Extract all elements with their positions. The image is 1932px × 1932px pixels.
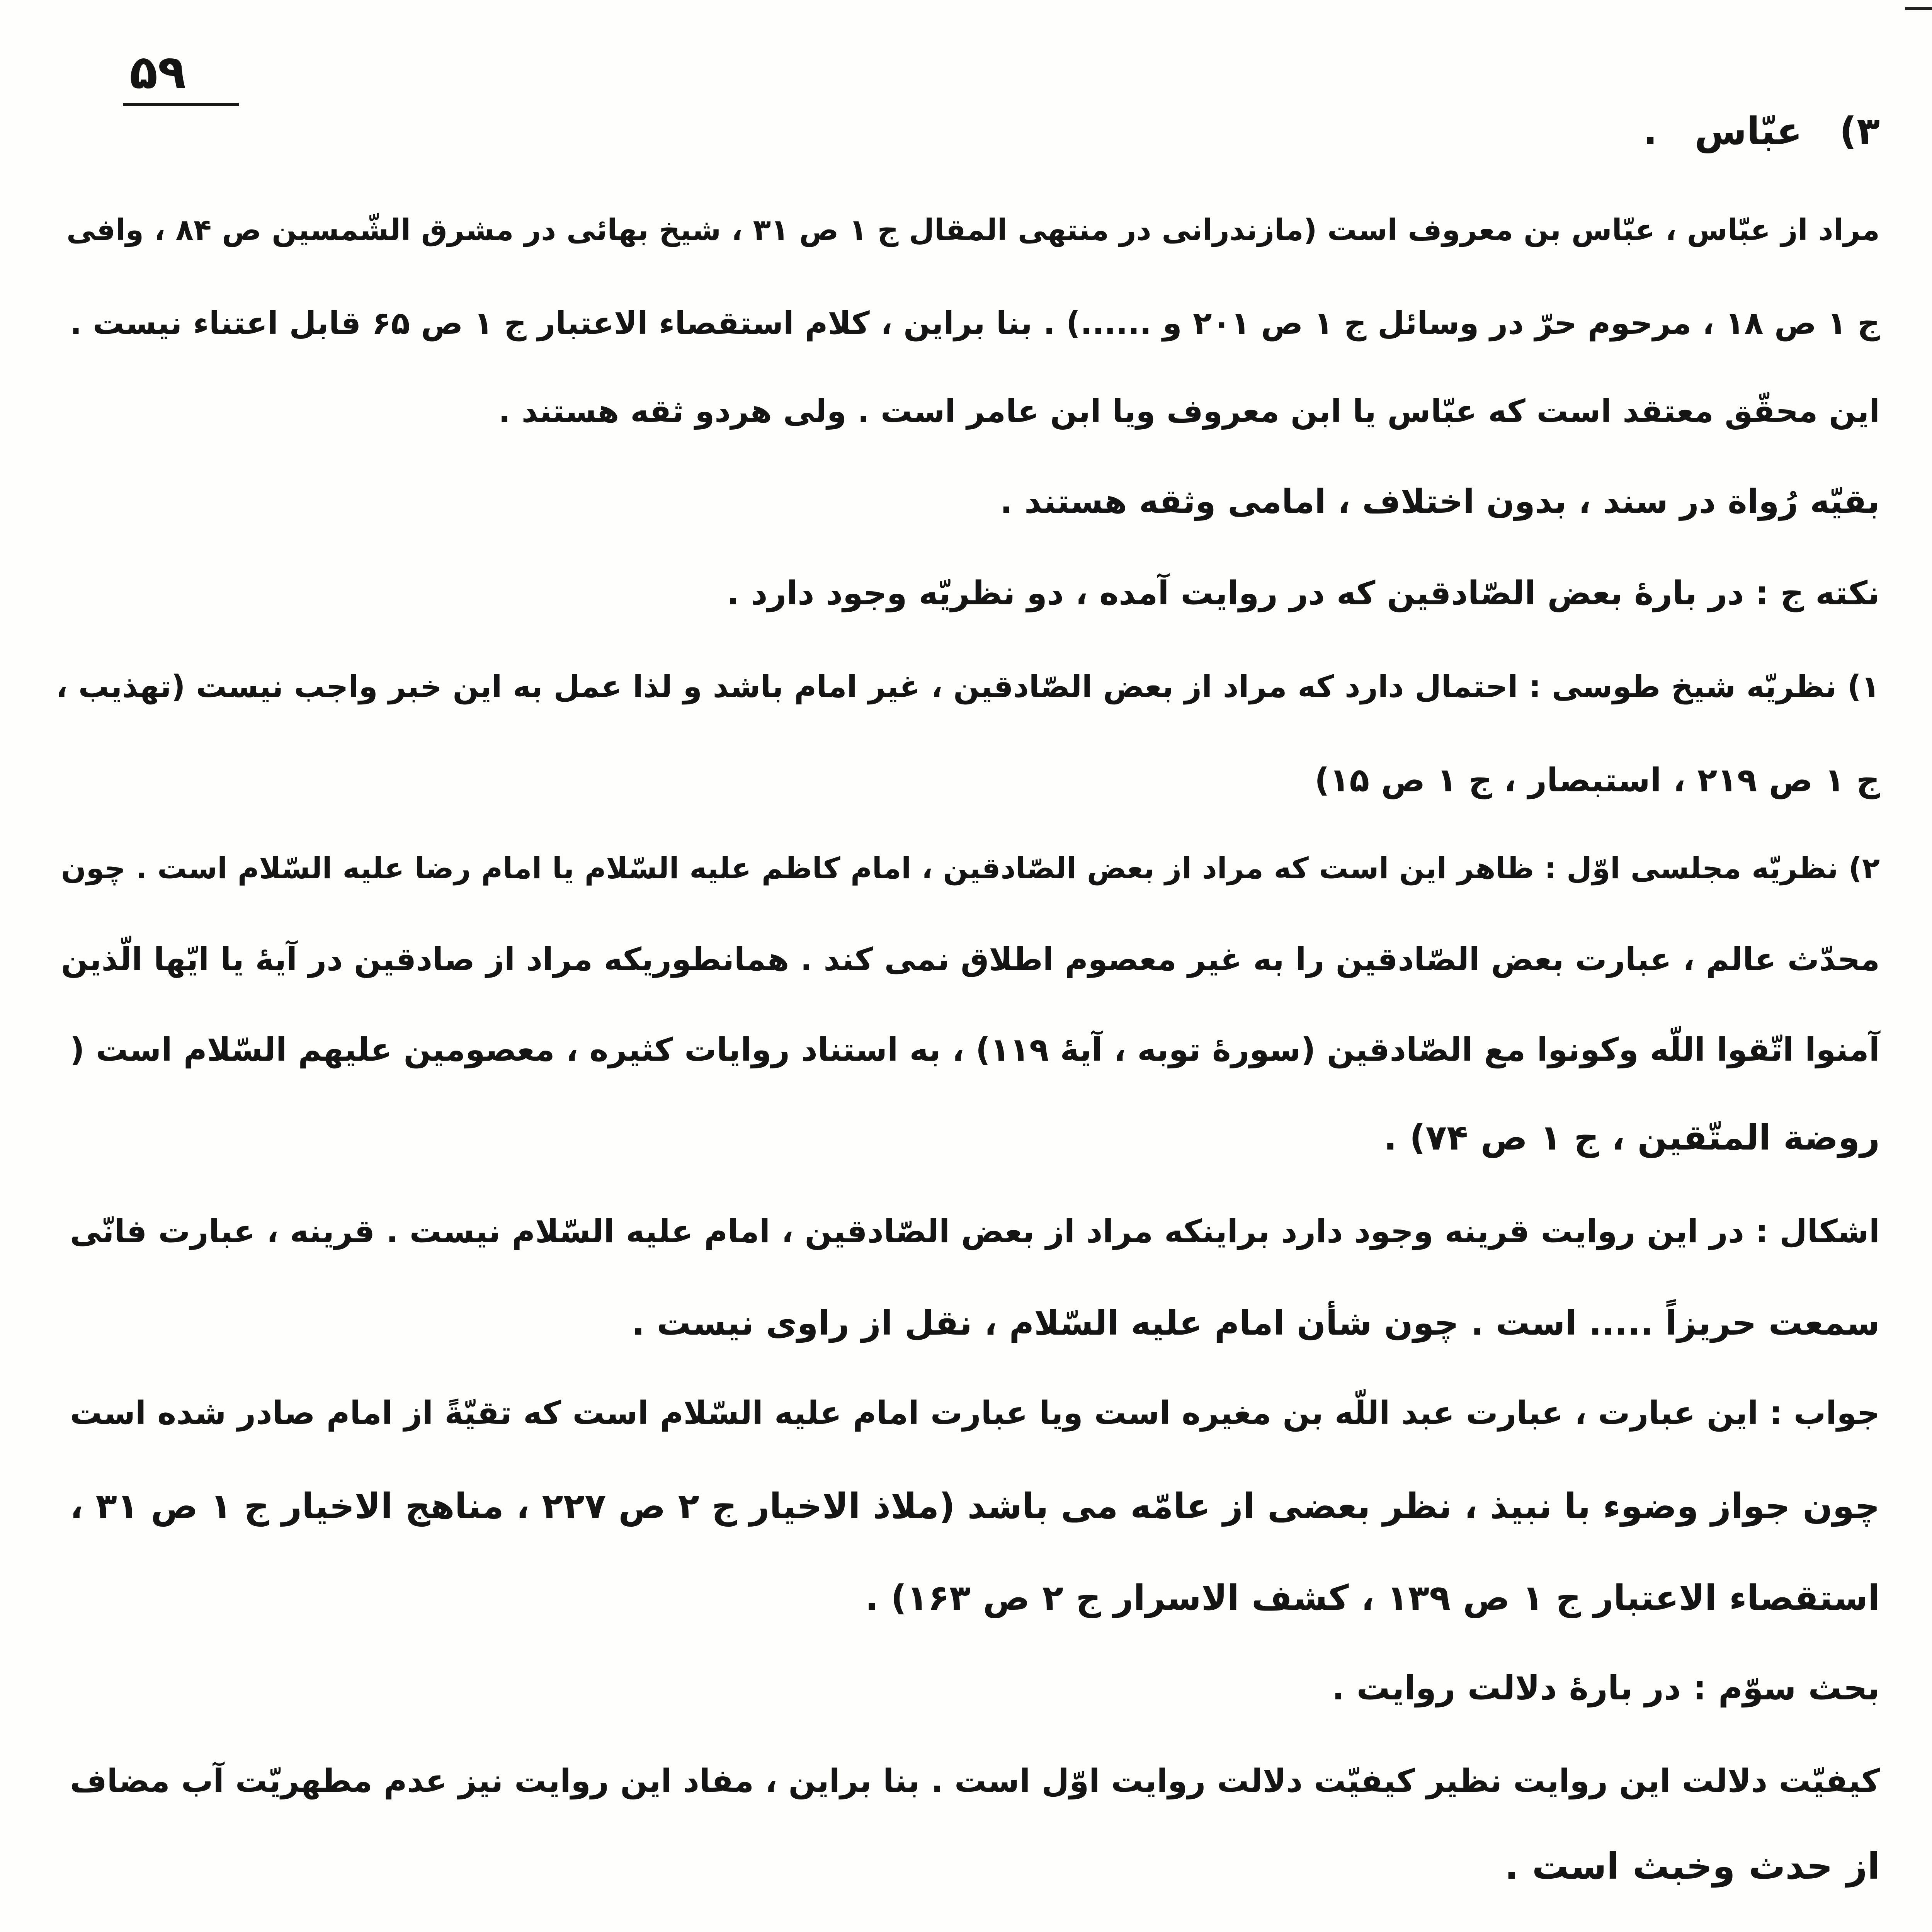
- text-line: چون جواز وضوء با نبیذ ، نظر بعضی از عامّه می باشد (ملاذ الاخیار ج ۲ ص ۲۲۷ ، مناهج الاخیار ج ۱ ص ۳۱ ،: [70, 1486, 1880, 1527]
- page-number-underline: [123, 103, 239, 106]
- note-heading: [1764, 1917, 1880, 1932]
- scan-edge-mark: [1905, 7, 1932, 10]
- text-line: ۲) نظریّه مجلسی اوّل : ظاهر این است که مراد از بعض الصّادقین ، امام کاظم علیه السّلام یا امام رضا علیه السّلام است . چون: [61, 851, 1880, 885]
- text-line: محدّث عالم ، عبارت بعض الصّادقین را به غیر معصوم اطلاق نمی کند . همانطوریکه مراد از صادقین در آیهٔ یا ایّها الّذین: [61, 941, 1880, 978]
- section-heading: بحث سوّم : در بارهٔ دلالت روایت .: [1332, 1669, 1880, 1708]
- text-line: آمنوا اتّقوا اللّه وکونوا مع الصّادقین (سورهٔ توبه ، آیهٔ ۱۱۹) ، به استناد روایات کثیره ، معصومین علیهم السّلام است (: [70, 1031, 1880, 1068]
- text-line: ۱) نظریّه شیخ طوسی : احتمال دارد که مراد از بعض الصّادقین ، غیر امام باشد و لذا عمل به این خبر واجب نیست (تهذیب ،: [56, 669, 1880, 704]
- text-line: از حدث وخبث است .: [1505, 1845, 1880, 1888]
- text-line: ج ۱ ص ۲۱۹ ، استبصار ، ج ۱ ص ۱۵): [1315, 761, 1880, 799]
- note-heading-line: نکته ج : در بارهٔ بعض الصّادقین که در روایت آمده ، دو نظریّه وجود دارد .: [727, 574, 1880, 612]
- text-line: این محقّق معتقد است که عبّاس یا ابن معروف ویا ابن عامر است . ولی هردو ثقه هستند .: [498, 393, 1880, 430]
- text-line: ج ۱ ص ۱۸ ، مرحوم حرّ در وسائل ج ۱ ص ۲۰۱ و ......) . بنا براین ، کلام استقصاء الاعتبار ج ۱ ص ۶۵ قابل اعتناء نیست .: [70, 305, 1880, 342]
- text-line: اشکال : در این روایت قرینه وجود دارد براینکه مراد از بعض الصّادقین ، امام علیه السّلام نیست . قرینه ، عبارت فانّی: [70, 1213, 1880, 1250]
- text-line: بقیّه رُواة در سند ، بدون اختلاف ، امامی وثقه هستند .: [1000, 482, 1880, 521]
- text-line: روضة المتّقین ، ج ۱ ص ۷۴) .: [1384, 1117, 1880, 1158]
- text-line: سمعت حریزاً ..... است . چون شأن امام علیه السّلام ، نقل از راوی نیست .: [632, 1303, 1880, 1343]
- item-heading: ۳) عبّاس .: [1643, 109, 1880, 153]
- page-number: ۵۹: [129, 46, 186, 99]
- text-line: استقصاء الاعتبار ج ۱ ص ۱۳۹ ، کشف الاسرار ج ۲ ص ۱۶۳) .: [865, 1578, 1880, 1618]
- text-line: جواب : این عبارت ، عبارت عبد اللّه بن مغیره است ویا عبارت امام علیه السّلام است که تقیّةً از امام صادر شده است: [70, 1394, 1880, 1432]
- text-line: کیفیّت دلالت این روایت نظیر کیفیّت دلالت روایت اوّل است . بنا براین ، مفاد این روایت نیز عدم مطهریّت آب مضاف: [70, 1763, 1880, 1799]
- text-line: مراد از عبّاس ، عبّاس بن معروف است (مازندرانی در منتهی المقال ج ۱ ص ۳۱ ، شیخ بهائی در مشرق الشّمسین ص ۸۴ ، وافی: [66, 213, 1880, 247]
